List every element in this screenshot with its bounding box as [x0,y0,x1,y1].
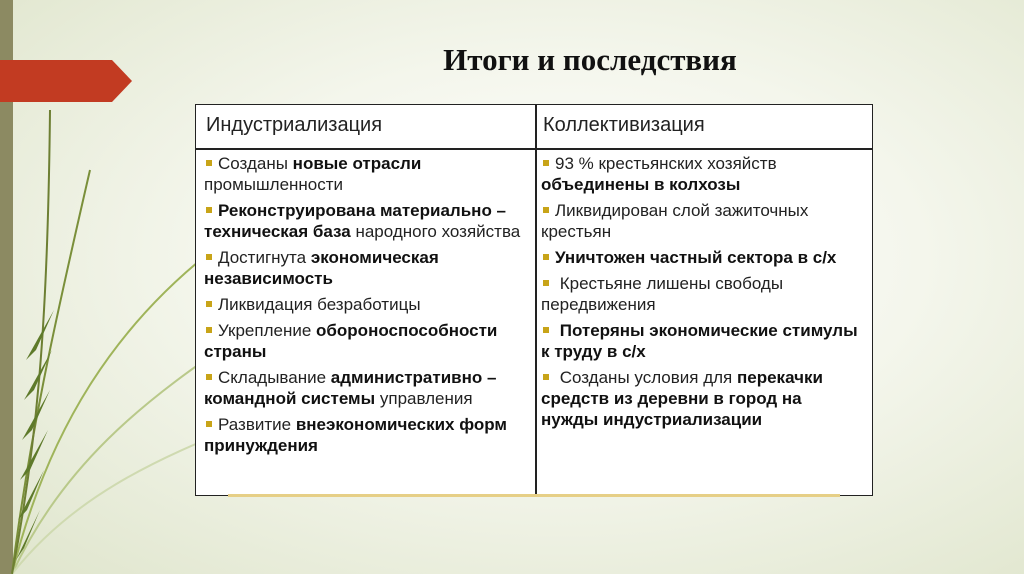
bullet-icon [206,207,212,213]
slide-title: Итоги и последствия [443,42,737,77]
deco-leaf [18,470,44,520]
list-item: Укрепление обороноспособности страны [204,321,498,361]
deco-leaf [24,350,52,400]
list-item: Развитие внеэкономических форм принуждения [204,415,507,455]
bullet-icon [543,254,549,260]
list-item: Созданы условия для перекачки средств из деревни в город на нужды индустриализации [541,368,823,429]
list-item: Реконструирована материально – техническая база народного хозяйства [204,201,521,241]
collectivization-column [541,153,863,435]
deco-leaf [20,430,48,480]
deco-leaf [16,510,40,560]
list-item: Потеряны экономические стимулы к труду в с/х [541,321,858,361]
deco-curve [12,110,50,574]
deco-curve [12,170,90,574]
arrow-tab-decoration [0,60,132,102]
list-item: Крестьяне лишены свободы передвижения [541,274,784,314]
bullet-icon [543,327,549,333]
bullet-icon [543,280,549,286]
list-item: Складывание административно – командной системы управления [204,368,497,408]
header-industrialization: Индустриализация [206,114,383,136]
bullet-icon [543,160,549,166]
bullet-icon [206,160,212,166]
bullet-icon [206,421,212,427]
list-item: 93 % крестьянских хозяйств объединены в колхозы [541,154,777,194]
column-divider [535,105,537,495]
deco-leaf [22,390,50,440]
industrialization-column [204,153,529,461]
list-item: Ликвидация безработицы [204,294,529,315]
bullet-icon [206,374,212,380]
bullet-icon [206,301,212,307]
bullet-icon [543,207,549,213]
list-item: Ликвидирован слой зажиточных крестьян [541,201,809,241]
bottom-divider [228,494,840,497]
bullet-icon [206,254,212,260]
comparison-table [195,104,873,496]
header-collectivization: Коллективизация [543,114,705,136]
bullet-icon [206,327,212,333]
list-item: Уничтожен частный сектора в с/х [541,247,863,268]
list-item: Достигнута экономическая независимость [204,248,439,288]
header-divider [196,148,872,150]
deco-leaf [26,310,54,360]
list-item: Созданы новые отрасли промышленности [204,154,422,194]
bullet-icon [543,374,549,380]
